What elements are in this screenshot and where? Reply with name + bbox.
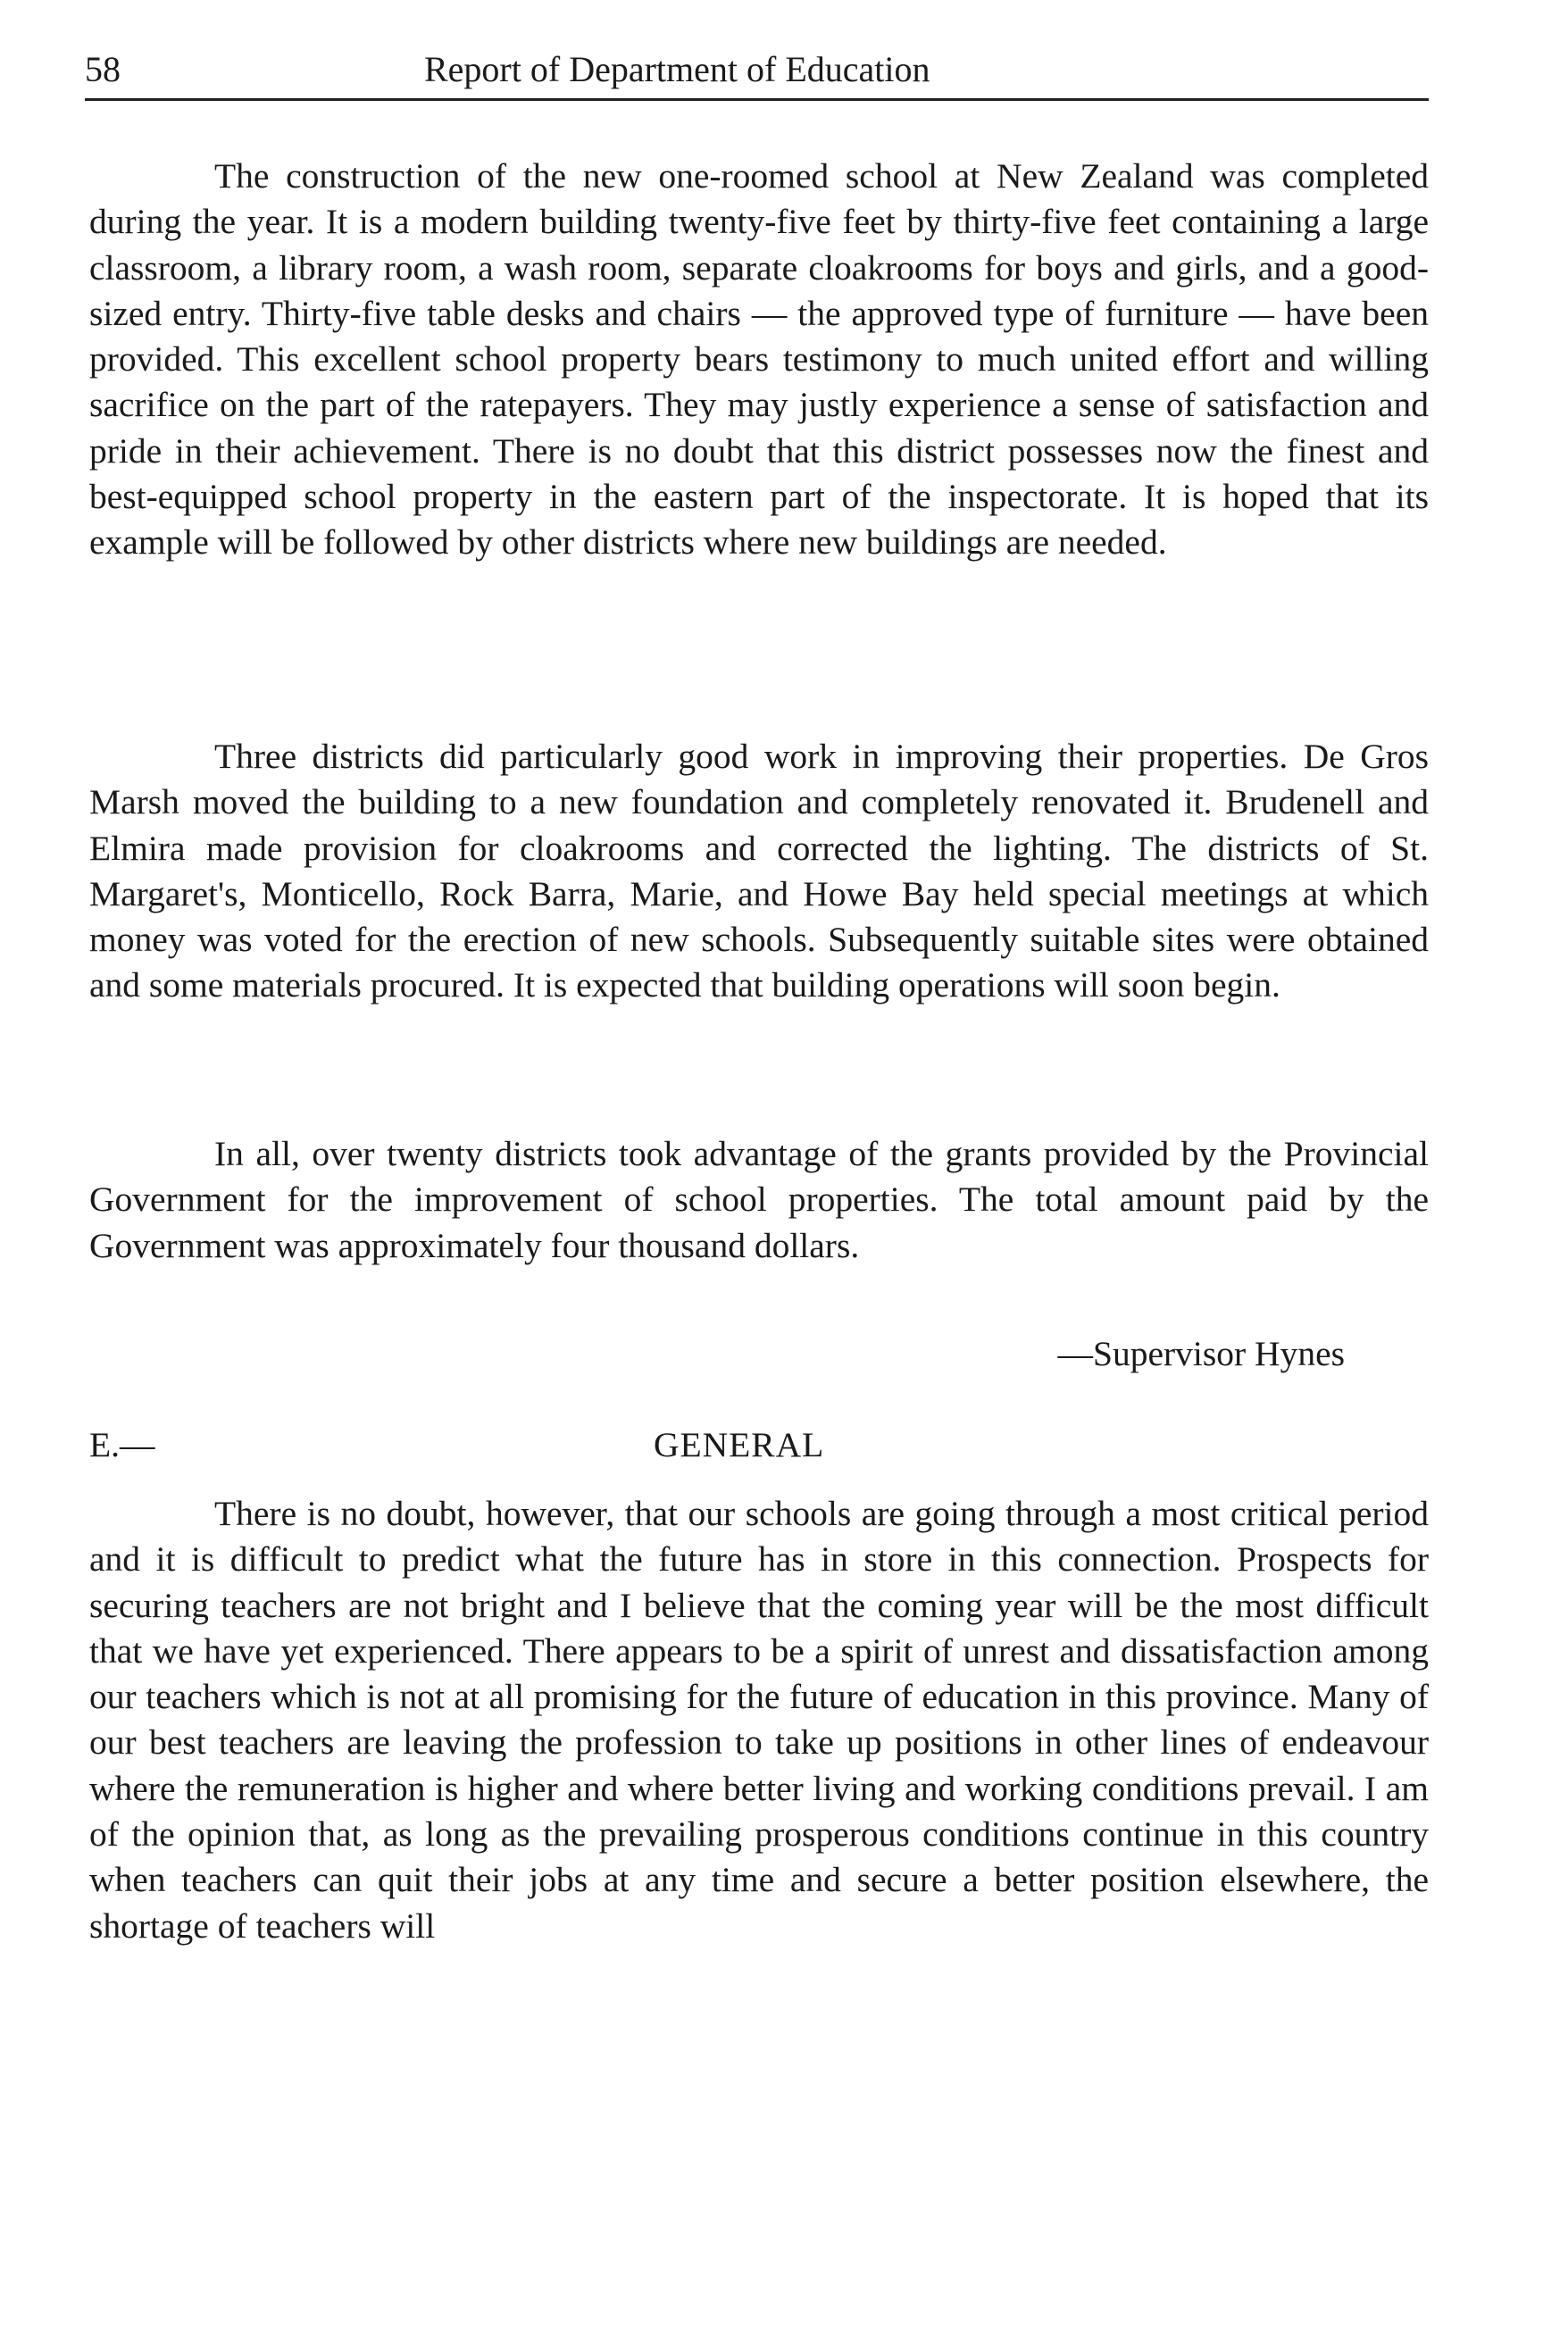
- paragraph-general: There is no doubt, however, that our schools are going through a most critical period and it is difficult to predict what the future has in store in this connection. Prospects for securing teachers are not bright and I believe that the coming year will be the most difficult that we have yet experienced. There appears to be a spirit of unrest and dissatisfaction among our teachers which is not at all promising for the future of education in this province. Many of our best teachers are leaving the profession to take up positions in other lines of endeavour where the remuneration is higher and where better living and working conditions prevail. I am of the opinion that, as long as the prevailing prosperous conditions continue in this country when teachers can quit their jobs at any time and secure a better position elsewhere, the shortage of teachers will: [89, 1494, 1429, 1946]
- paragraph-district-improvements: Three districts did particularly good work in improving their properties. De Gros Marsh moved the building to a new foundation and completely renovated it. Brudenell and Elmira made provision for cloakrooms and corrected the lighting. The districts of St. Margaret's, Monticello, Rock Barra, Marie, and Howe Bay held special meetings at which money was voted for the erection of new schools. Subsequently suitable sites were obtained and some materials procured. It is expected that building operations will soon begin.: [89, 737, 1429, 1005]
- page-header: [85, 45, 1429, 101]
- page-number: 58: [85, 49, 121, 89]
- paragraph-grants-total: In all, over twenty districts took advantage of the grants provided by the Provincial Government for the improvement of school properties. The total amount paid by the Government was approximately four thousand dollars.: [89, 1134, 1429, 1265]
- section-title: GENERAL: [654, 1425, 825, 1464]
- signature-supervisor: —Supervisor Hynes: [1057, 1334, 1345, 1373]
- section-heading: [89, 1421, 1429, 1468]
- running-title: Report of Department of Education: [424, 49, 930, 89]
- paragraph-new-school: The construction of the new one-roomed school at New Zealand was completed during the year. It is a modern building twenty-five feet by thirty-five feet containing a large classroom, a library room, a wash room, separate cloakrooms for boys and girls, and a good-sized entry. Thirty-five table desks and chairs — the approved type of furniture — have been provided. This excellent school property bears testimony to much united effort and willing sacrifice on the part of the ratepayers. They may justly experience a sense of satisfaction and pride in their achievement. There is no doubt that this district possesses now the finest and best-equipped school property in the eastern part of the inspectorate. It is hoped that its example will be followed by other districts where new buildings are needed.: [89, 156, 1429, 563]
- section-letter: E.—: [89, 1425, 155, 1464]
